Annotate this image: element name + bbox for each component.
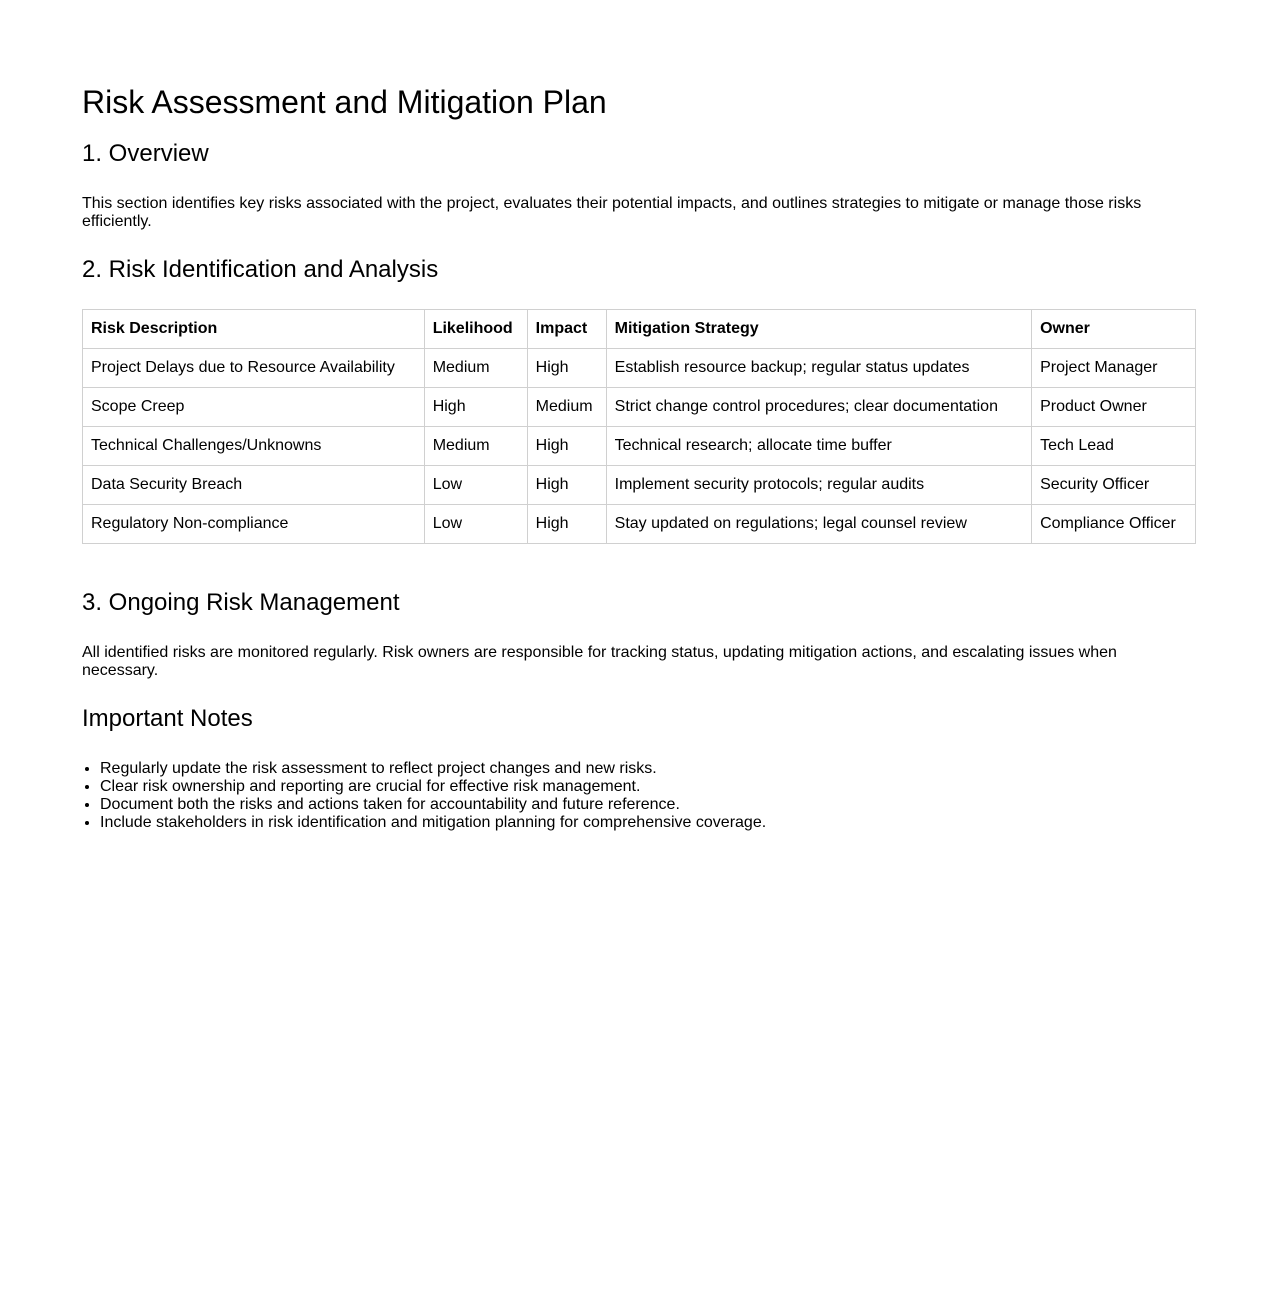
overview-heading: 1. Overview bbox=[82, 140, 209, 167]
column-header-impact: Impact bbox=[527, 310, 606, 349]
cell-risk-description: Scope Creep bbox=[83, 388, 425, 427]
cell-mitigation-strategy: Technical research; allocate time buffer bbox=[606, 427, 1031, 466]
table-row bbox=[83, 505, 1196, 544]
cell-owner: Compliance Officer bbox=[1032, 505, 1196, 544]
table-row bbox=[83, 466, 1196, 505]
cell-risk-description: Project Delays due to Resource Availability bbox=[83, 349, 425, 388]
page-title: Risk Assessment and Mitigation Plan bbox=[82, 84, 607, 120]
list-item: • Include stakeholders in risk identification and mitigation planning for comprehensive coverage. bbox=[100, 814, 1196, 832]
table-row bbox=[83, 427, 1196, 466]
cell-risk-description: Data Security Breach bbox=[83, 466, 425, 505]
notes-heading: Important Notes bbox=[82, 705, 253, 732]
cell-mitigation-strategy: Strict change control procedures; clear documentation bbox=[606, 388, 1031, 427]
cell-mitigation-strategy: Implement security protocols; regular audits bbox=[606, 466, 1031, 505]
cell-likelihood: Low bbox=[424, 505, 527, 544]
cell-impact: High bbox=[527, 505, 606, 544]
cell-risk-description: Regulatory Non-compliance bbox=[83, 505, 425, 544]
notes-list bbox=[82, 760, 1196, 832]
cell-mitigation-strategy: Establish resource backup; regular status updates bbox=[606, 349, 1031, 388]
cell-likelihood: Low bbox=[424, 466, 527, 505]
ongoing-heading: 3. Ongoing Risk Management bbox=[82, 589, 400, 616]
cell-mitigation-strategy: Stay updated on regulations; legal counsel review bbox=[606, 505, 1031, 544]
column-header-risk-description: Risk Description bbox=[83, 310, 425, 349]
table-row bbox=[83, 388, 1196, 427]
risk-table bbox=[82, 309, 1196, 544]
table-row bbox=[83, 349, 1196, 388]
ongoing-text: All identified risks are monitored regularly. Risk owners are responsible for tracking status, updating mitigation actions, and escalating issues when necessary. bbox=[82, 644, 1117, 679]
cell-owner: Product Owner bbox=[1032, 388, 1196, 427]
column-header-likelihood: Likelihood bbox=[424, 310, 527, 349]
table-header-row bbox=[83, 310, 1196, 349]
cell-impact: Medium bbox=[527, 388, 606, 427]
list-item: • Document both the risks and actions taken for accountability and future reference. bbox=[100, 796, 1196, 814]
overview-text: This section identifies key risks associated with the project, evaluates their potential impacts, and outlines strategies to mitigate or manage those risks efficiently. bbox=[82, 195, 1142, 230]
cell-impact: High bbox=[527, 349, 606, 388]
cell-likelihood: High bbox=[424, 388, 527, 427]
cell-likelihood: Medium bbox=[424, 349, 527, 388]
cell-impact: High bbox=[527, 466, 606, 505]
column-header-mitigation-strategy: Mitigation Strategy bbox=[606, 310, 1031, 349]
cell-risk-description: Technical Challenges/Unknowns bbox=[83, 427, 425, 466]
column-header-owner: Owner bbox=[1032, 310, 1196, 349]
cell-likelihood: Medium bbox=[424, 427, 527, 466]
risk-analysis-heading: 2. Risk Identification and Analysis bbox=[82, 256, 439, 283]
cell-owner: Project Manager bbox=[1032, 349, 1196, 388]
cell-owner: Security Officer bbox=[1032, 466, 1196, 505]
cell-owner: Tech Lead bbox=[1032, 427, 1196, 466]
list-item: • Clear risk ownership and reporting are crucial for effective risk management. bbox=[100, 778, 1196, 796]
list-item: • Regularly update the risk assessment to reflect project changes and new risks. bbox=[100, 760, 1196, 778]
cell-impact: High bbox=[527, 427, 606, 466]
